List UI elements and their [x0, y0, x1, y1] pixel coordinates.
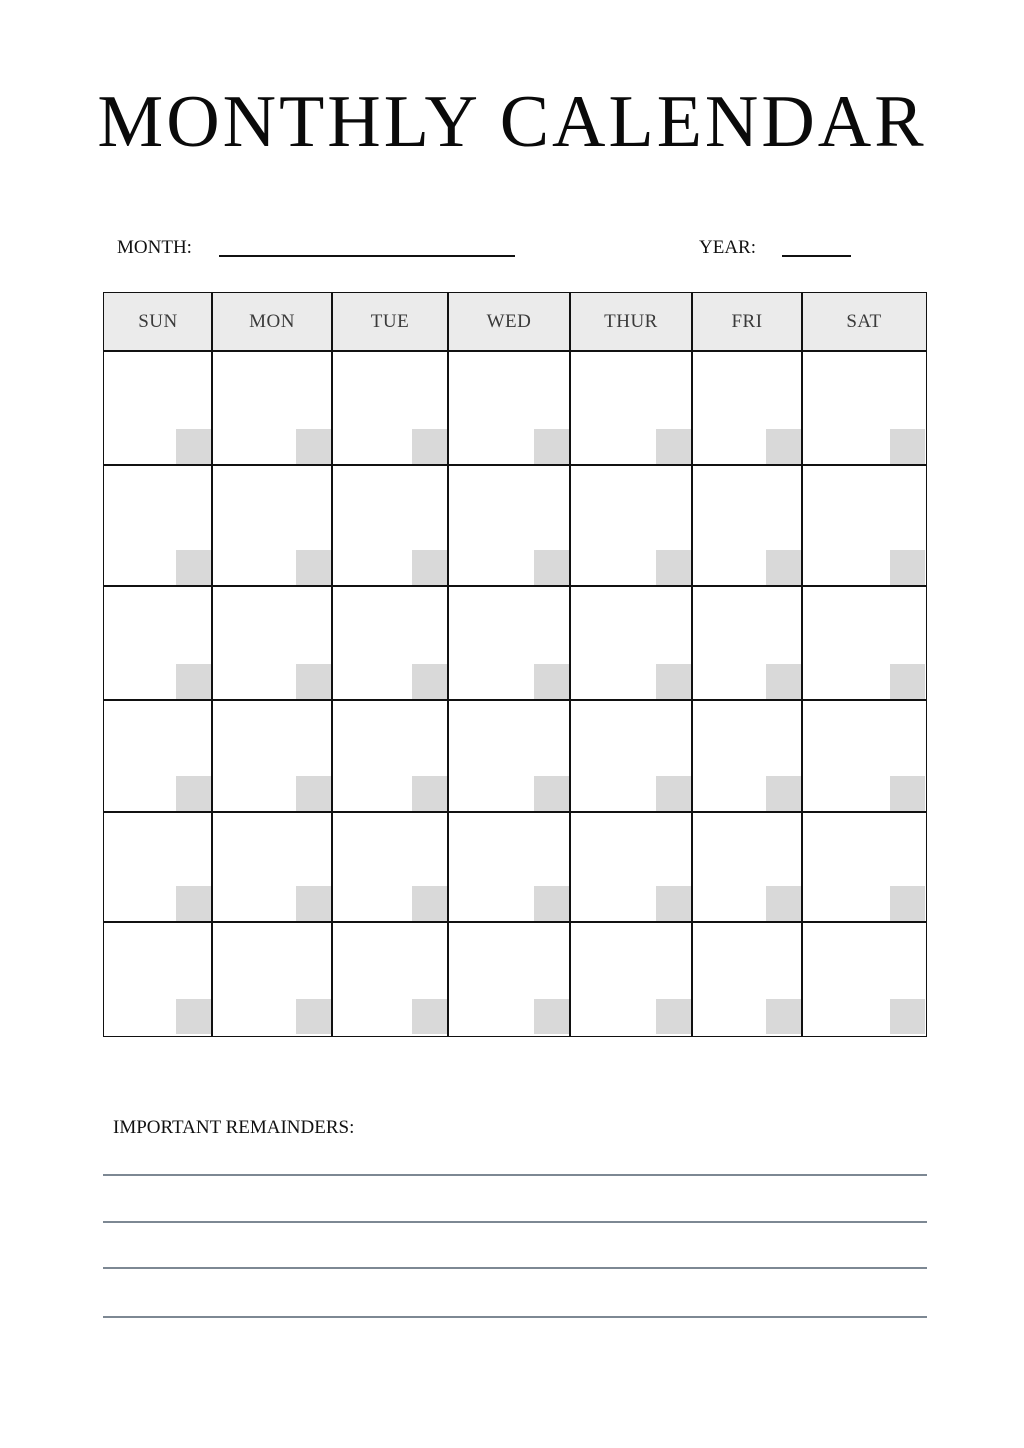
- date-number-box[interactable]: [656, 550, 691, 585]
- date-number-box[interactable]: [656, 429, 691, 464]
- year-label: YEAR:: [699, 237, 756, 258]
- page-title: MONTHLY CALENDAR: [97, 81, 927, 163]
- date-number-box[interactable]: [296, 999, 331, 1034]
- date-number-box[interactable]: [890, 886, 925, 921]
- date-number-box[interactable]: [766, 429, 801, 464]
- date-number-box[interactable]: [176, 886, 211, 921]
- date-number-box[interactable]: [176, 429, 211, 464]
- date-number-box[interactable]: [296, 429, 331, 464]
- date-number-box[interactable]: [412, 776, 447, 811]
- date-number-box[interactable]: [534, 664, 569, 699]
- weekday-header: FRI: [731, 311, 763, 332]
- date-number-box[interactable]: [296, 886, 331, 921]
- date-number-box[interactable]: [890, 999, 925, 1034]
- year-field[interactable]: [782, 255, 851, 257]
- date-number-box[interactable]: [176, 999, 211, 1034]
- date-number-box[interactable]: [296, 664, 331, 699]
- date-number-box[interactable]: [412, 550, 447, 585]
- date-number-box[interactable]: [890, 550, 925, 585]
- reminder-line[interactable]: [103, 1267, 927, 1269]
- date-number-box[interactable]: [766, 999, 801, 1034]
- reminder-line[interactable]: [103, 1316, 927, 1318]
- date-number-box[interactable]: [412, 429, 447, 464]
- date-number-box[interactable]: [890, 776, 925, 811]
- date-number-box[interactable]: [412, 664, 447, 699]
- weekday-header: TUE: [370, 311, 410, 332]
- weekday-header: SAT: [846, 311, 882, 332]
- date-number-box[interactable]: [534, 550, 569, 585]
- weekday-header: THUR: [604, 311, 658, 332]
- date-number-box[interactable]: [412, 886, 447, 921]
- date-number-box[interactable]: [534, 999, 569, 1034]
- date-number-box[interactable]: [176, 664, 211, 699]
- month-field[interactable]: [219, 255, 515, 257]
- date-number-box[interactable]: [296, 776, 331, 811]
- date-number-box[interactable]: [766, 886, 801, 921]
- date-number-box[interactable]: [176, 776, 211, 811]
- weekday-header: MON: [249, 311, 295, 332]
- date-number-box[interactable]: [656, 886, 691, 921]
- date-number-box[interactable]: [656, 776, 691, 811]
- date-number-box[interactable]: [656, 664, 691, 699]
- reminder-line[interactable]: [103, 1221, 927, 1223]
- date-number-box[interactable]: [890, 664, 925, 699]
- date-number-box[interactable]: [766, 776, 801, 811]
- date-number-box[interactable]: [656, 999, 691, 1034]
- month-label: MONTH:: [117, 237, 192, 258]
- reminder-line[interactable]: [103, 1174, 927, 1176]
- reminders-label: IMPORTANT REMAINDERS:: [113, 1117, 355, 1138]
- date-number-box[interactable]: [296, 550, 331, 585]
- date-number-box[interactable]: [534, 776, 569, 811]
- date-number-box[interactable]: [412, 999, 447, 1034]
- date-number-box[interactable]: [534, 429, 569, 464]
- date-number-box[interactable]: [176, 550, 211, 585]
- date-number-box[interactable]: [890, 429, 925, 464]
- weekday-header: WED: [486, 311, 532, 332]
- weekday-header: SUN: [138, 311, 178, 332]
- calendar-grid: [103, 292, 927, 1037]
- date-number-box[interactable]: [534, 886, 569, 921]
- date-number-box[interactable]: [766, 550, 801, 585]
- date-number-box[interactable]: [766, 664, 801, 699]
